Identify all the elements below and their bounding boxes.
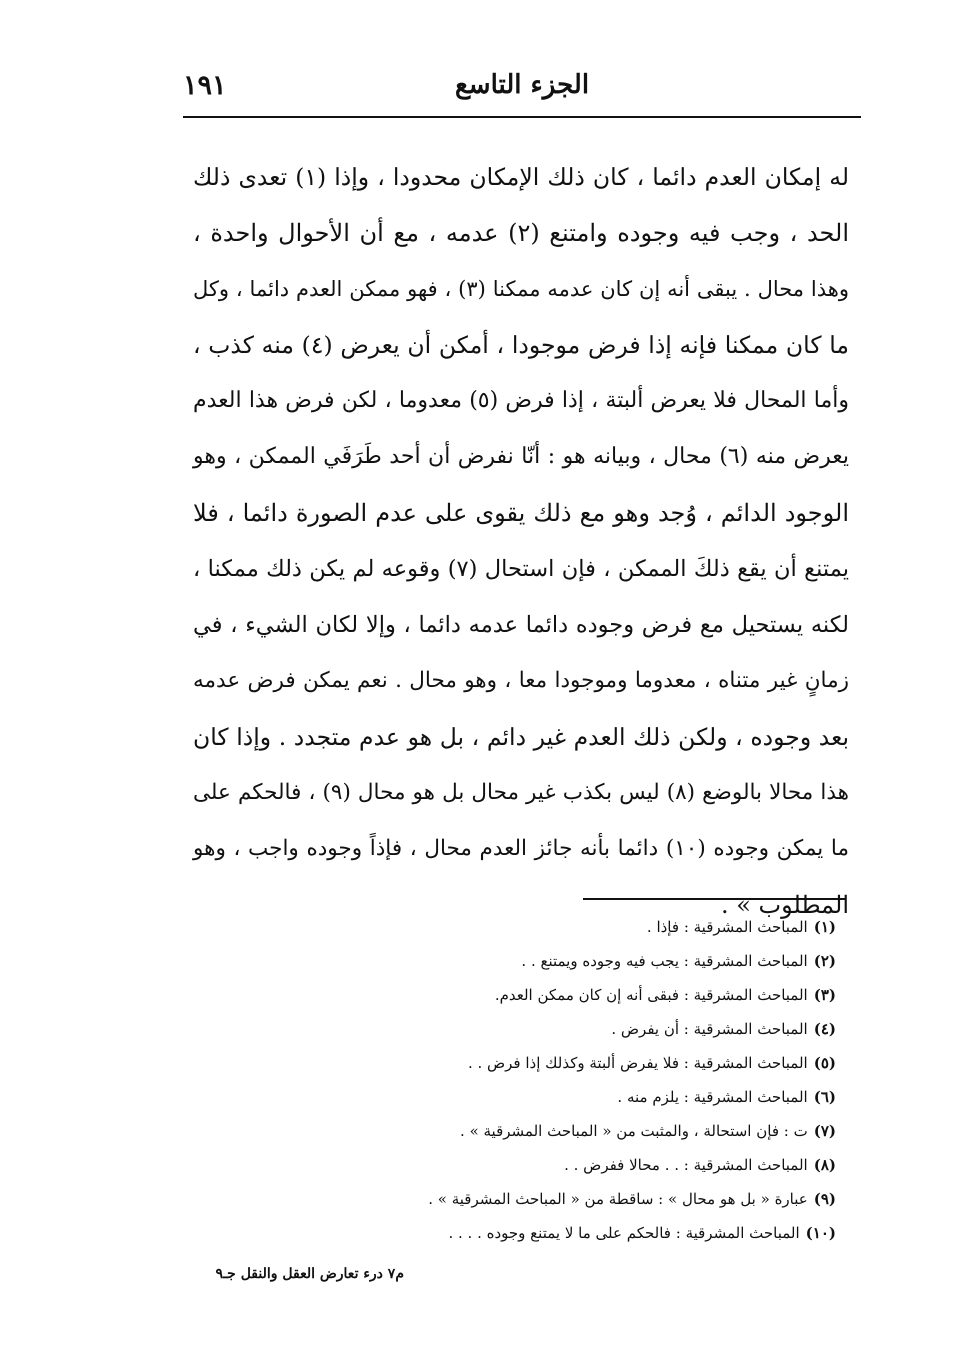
text-line: الحد ، وجب فيه وجوده وامتنع (٢) عدمه ، مع أن الأحوال واحدة ،	[193, 219, 850, 247]
footnote	[300, 944, 836, 978]
footnote	[300, 1216, 836, 1250]
footnote-text: المباحث المشرقية : فلا يفرض ألبتة وكذلك إذا فرض . .	[467, 1054, 808, 1072]
footnote-text: المباحث المشرقية : فإذا .	[646, 918, 808, 936]
page-header	[183, 62, 861, 118]
footnote-text: المباحث المشرقية : يلزم منه .	[617, 1088, 808, 1106]
text-line: زمانٍ غير متناه ، معدوما وموجودا معا ، وهو محال . نعم يمكن فرض عدمه	[193, 668, 849, 693]
footnote	[300, 978, 836, 1012]
running-title: الجزء التاسع	[454, 70, 590, 100]
text-line: ما كان ممكنا فإنه إذا فرض موجودا ، أمكن أن يعرض (٤) منه كذب ،	[193, 331, 849, 359]
footnote-number: (١)	[813, 918, 836, 936]
footnote-number: (٨)	[813, 1156, 836, 1174]
text-line: يعرض منه (٦) محال ، وبيانه هو : أنّا نفرض أن أحد طَرَفَي الممكن ، وهو	[193, 444, 850, 469]
footnote	[300, 1080, 836, 1114]
text-line: المطلوب » .	[720, 891, 849, 919]
footnote-text: عبارة « بل هو محال » : ساقطة من « المباحث المشرقية » .	[428, 1190, 808, 1208]
footnote-text: المباحث المشرقية : فبقى أنه إن كان ممكن العدم.	[494, 986, 808, 1004]
footnote	[300, 1182, 836, 1216]
text-line: الوجود الدائم ، وُجد وهو مع ذلك يقوى على عدم الصورة دائما ، فلا	[193, 499, 850, 527]
text-line: ما يمكن وجوده (١٠) دائما بأنه جائز العدم محال ، فإذاً وجوده واجب ، وهو	[193, 836, 850, 861]
printer-signature: م٧ درء تعارض العقل والنقل جـ٩	[215, 1266, 404, 1282]
footnote-number: (٣)	[813, 986, 836, 1004]
text-line: وهذا محال . يبقى أنه إن كان عدمه ممكنا (٣) ، فهو ممكن العدم دائما ، وكل	[193, 277, 850, 301]
page-number: ١٩١	[183, 70, 227, 101]
footnote	[300, 1046, 836, 1080]
footnote-number: (٧)	[813, 1122, 836, 1140]
footnote-text: المباحث المشرقية : فالحكم على ما لا يمتنع وجوده . . . .	[448, 1224, 800, 1242]
text-line: وأما المحال فلا يعرض ألبتة ، إذا فرض (٥) معدوما ، لكن فرض هذا العدم	[193, 388, 849, 413]
footnote-text: المباحث المشرقية : أن يفرض .	[611, 1020, 808, 1038]
footnote	[300, 1012, 836, 1046]
footnote-text: المباحث المشرقية : . . محالا ففرض . .	[564, 1156, 808, 1174]
footnotes	[300, 910, 836, 1250]
footnote-text: ت : فإن استحالة ، والمثبت من « المباحث المشرقية » .	[460, 1122, 808, 1140]
footnote-number: (٦)	[813, 1088, 836, 1106]
text-line: لكنه يستحيل مع فرض وجوده دائما عدمه دائما ، وإلا لكان الشيء ، في	[193, 612, 849, 638]
text-line: له إمكان العدم دائما ، كان ذلك الإمكان محدودا ، وإذا (١) تعدى ذلك	[193, 163, 849, 191]
footnote-number: (٥)	[813, 1054, 836, 1072]
text-line: يمتنع أن يقع ذلكَ الممكن ، فإن استحال (٧) وقوعه لم يكن ذلك ممكنا ،	[193, 556, 849, 582]
text-line: هذا محالا بالوضع (٨) ليس بكذب غير محال بل هو محال (٩) ، فالحكم على	[193, 780, 849, 805]
footnote	[300, 1148, 836, 1182]
footnote-number: (٩)	[813, 1190, 836, 1208]
main-text	[193, 149, 849, 933]
footnote	[300, 910, 836, 944]
footnote-number: (٢)	[813, 952, 836, 970]
footnote	[300, 1114, 836, 1148]
footnote-number: (١٠)	[805, 1224, 836, 1242]
footnote-text: المباحث المشرقية : يجب فيه وجوده ويمتنع . .	[521, 952, 808, 970]
footnote-number: (٤)	[813, 1020, 836, 1038]
footnote-divider	[583, 898, 845, 900]
text-line: بعد وجوده ، ولكن ذلك العدم غير دائم ، بل هو عدم متجدد . وإذا كان	[193, 723, 849, 751]
